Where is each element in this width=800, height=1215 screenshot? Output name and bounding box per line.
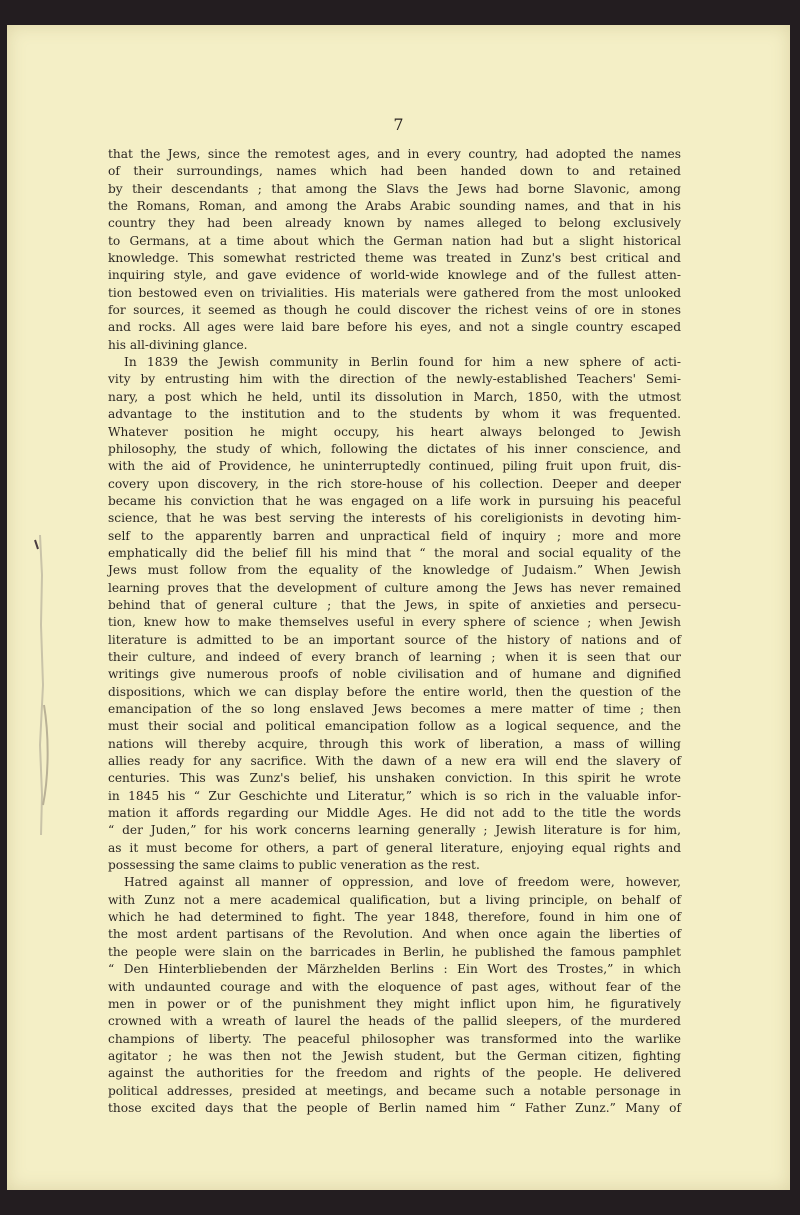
- text-line-content: to Germans, at a time about which the German nation had but a slight historical: [108, 233, 681, 248]
- text-line: [108, 736, 681, 753]
- text-line-content: his all-divining glance.: [108, 337, 248, 352]
- text-line: [108, 458, 681, 475]
- text-line-content: “ der Juden,” for his work concerns learning generally ; Jewish literature is for him,: [108, 823, 681, 838]
- text-line: [108, 406, 681, 423]
- text-line: [108, 580, 681, 597]
- text-line-content: agitator ; he was then not the Jewish student, but the German citizen, fighting: [108, 1048, 681, 1063]
- text-line-content: tion, knew how to make themselves useful in every sphere of science ; when Jewish: [108, 615, 681, 630]
- text-line-content: literature is admitted to be an important source of the history of nations and of: [108, 632, 681, 647]
- text-line: [108, 371, 681, 388]
- text-line: [108, 1065, 681, 1082]
- text-line: [108, 614, 681, 631]
- text-line: [108, 1083, 681, 1100]
- text-line: [108, 649, 681, 666]
- text-line: [108, 285, 681, 302]
- text-line: [108, 146, 681, 163]
- text-line: [108, 892, 681, 909]
- text-line-content: nations will thereby acquire, through this work of liberation, a mass of willing: [108, 736, 681, 751]
- text-line-content: Whatever position he might occupy, his heart always belonged to Jewish: [108, 424, 681, 439]
- text-line-content: tion bestowed even on trivialities. His materials were gathered from the most unlooked: [108, 285, 681, 300]
- text-line: [108, 684, 681, 701]
- text-line-content: as it must become for others, a part of general literature, enjoying equal rights and: [108, 840, 681, 855]
- text-line: [108, 979, 681, 996]
- text-line-content: “ Den Hinterbliebenden der Märzhelden Berlins : Ein Wort des Trostes,” in which: [108, 962, 681, 977]
- text-line: [108, 788, 681, 805]
- text-line: [108, 389, 681, 406]
- text-line-content: champions of liberty. The peaceful philosopher was transformed into the warlike: [108, 1031, 681, 1046]
- text-line: [108, 233, 681, 250]
- book-page: [7, 25, 790, 1190]
- text-line: [108, 632, 681, 649]
- text-line-content: behind that of general culture ; that the Jews, in spite of anxieties and persecu-: [108, 597, 681, 612]
- text-line-content: advantage to the institution and to the students by whom it was frequented.: [108, 407, 681, 422]
- text-line-content: emancipation of the so long enslaved Jews becomes a mere matter of time ; then: [108, 702, 681, 716]
- text-line: [108, 528, 681, 545]
- text-line-content: In 1839 the Jewish community in Berlin found for him a new sphere of acti-: [124, 355, 681, 370]
- text-line-content: inquiring style, and gave evidence of world-wide knowlege and of the fullest atten-: [108, 268, 681, 283]
- text-line-content: country they had been already known by names alleged to belong exclusively: [108, 216, 681, 231]
- text-line-content: which he had determined to fight. The year 1848, therefore, found in him one of: [108, 910, 681, 925]
- text-line-content: science, that he was best serving the interests of his coreligionists in devoting him-: [108, 511, 681, 526]
- text-line: [108, 302, 681, 319]
- text-line-content: for sources, it seemed as though he could discover the richest veins of ore in stones: [108, 303, 681, 318]
- text-line: [108, 597, 681, 614]
- text-line-content: covery upon discovery, in the rich store-house of his collection. Deeper and deeper: [108, 476, 681, 491]
- text-line: [108, 354, 681, 371]
- text-line: [108, 753, 681, 770]
- text-line: [108, 874, 681, 891]
- text-line-content: the most ardent partisans of the Revolution. And when once again the liberties of: [108, 927, 681, 942]
- text-line-content: knowledge. This somewhat restricted theme was treated in Zunz's best critical and: [108, 251, 681, 266]
- body-text: [108, 146, 681, 1117]
- text-line: [108, 718, 681, 735]
- text-line: [108, 701, 681, 718]
- text-line-content: possessing the same claims to public veneration as the rest.: [108, 858, 480, 873]
- text-line: [108, 250, 681, 267]
- text-line: [108, 1100, 681, 1117]
- text-line: [108, 857, 681, 874]
- text-line: [108, 840, 681, 857]
- text-line-content: with the aid of Providence, he uninterruptedly continued, piling fruit upon fruit, dis-: [108, 459, 681, 474]
- text-line: [108, 337, 681, 354]
- text-line-content: and rocks. All ages were laid bare before his eyes, and not a single country escaped: [108, 320, 681, 335]
- text-line: [108, 267, 681, 284]
- page-number: 7: [393, 115, 404, 134]
- text-line-content: men in power or of the punishment they might inflict upon him, he figuratively: [108, 996, 681, 1011]
- text-line-content: political addresses, presided at meetings, and became such a notable personage in: [108, 1083, 681, 1098]
- text-line-content: centuries. This was Zunz's belief, his unshaken conviction. In this spirit he wrote: [108, 771, 681, 786]
- text-line: [108, 909, 681, 926]
- text-line: [108, 805, 681, 822]
- text-line-content: with Zunz not a mere academical qualification, but a living principle, on behalf of: [108, 892, 681, 907]
- text-line: [108, 1031, 681, 1048]
- text-line: [108, 961, 681, 978]
- text-line-content: crowned with a wreath of laurel the heads of the pallid sleepers, of the murdered: [108, 1014, 681, 1029]
- text-line: [108, 424, 681, 441]
- text-line: [108, 493, 681, 510]
- text-line-content: emphatically did the belief fill his mind that “ the moral and social equality of the: [108, 545, 681, 560]
- text-line-content: Jews must follow from the equality of the knowledge of Judaism.” When Jewish: [108, 563, 681, 578]
- text-line-content: the people were slain on the barricades in Berlin, he published the famous pamphlet: [108, 944, 681, 959]
- text-line: [108, 996, 681, 1013]
- text-line-content: writings give numerous proofs of noble civilisation and of humane and dignified: [108, 667, 681, 682]
- text-line-content: vity by entrusting him with the direction of the newly-established Teachers' Semi-: [108, 372, 681, 387]
- text-line: [108, 1013, 681, 1030]
- text-line: [108, 198, 681, 215]
- text-line-content: the Romans, Roman, and among the Arabs Arabic sounding names, and that in his: [108, 199, 681, 214]
- binding-thread: [31, 535, 49, 835]
- text-line: [108, 215, 681, 232]
- text-line: [108, 163, 681, 180]
- text-line-content: against the authorities for the freedom and rights of the people. He delivered: [108, 1066, 681, 1081]
- text-line-content: dispositions, which we can display before the entire world, then the question of the: [108, 684, 681, 699]
- text-line: [108, 926, 681, 943]
- text-line: [108, 476, 681, 493]
- text-line-content: with undaunted courage and with the eloquence of past ages, without fear of the: [108, 979, 681, 994]
- text-line-content: mation it affords regarding our Middle Ages. He did not add to the title the words: [108, 806, 681, 821]
- text-line-content: allies ready for any sacrifice. With the dawn of a new era will end the slavery of: [108, 754, 681, 769]
- text-line-content: their culture, and indeed of every branch of learning ; when it is seen that our: [108, 649, 681, 664]
- text-line-content: nary, a post which he held, until its dissolution in March, 1850, with the utmost: [108, 389, 681, 404]
- text-line: [108, 441, 681, 458]
- text-line: [108, 770, 681, 787]
- text-line: [108, 181, 681, 198]
- text-line-content: Hatred against all manner of oppression, and love of freedom were, however,: [124, 875, 681, 890]
- text-line: [108, 822, 681, 839]
- text-line: [108, 510, 681, 527]
- text-line-content: philosophy, the study of which, following the dictates of his inner conscience, and: [108, 441, 681, 456]
- text-line: [108, 666, 681, 683]
- text-line: [108, 944, 681, 961]
- text-line-content: in 1845 his “ Zur Geschichte und Literatur,” which is so rich in the valuable infor-: [108, 788, 681, 803]
- text-line-content: by their descendants ; that among the Slavs the Jews had borne Slavonic, among: [108, 181, 681, 196]
- text-line-content: became his conviction that he was engaged on a life work in pursuing his peaceful: [108, 493, 681, 508]
- text-line-content: that the Jews, since the remotest ages, and in every country, had adopted the names: [108, 147, 681, 161]
- text-line-content: of their surroundings, names which had been handed down to and retained: [108, 164, 681, 179]
- text-line-content: self to the apparently barren and unpractical field of inquiry ; more and more: [108, 528, 681, 543]
- text-line: [108, 1048, 681, 1065]
- text-line: [108, 562, 681, 579]
- text-line-content: learning proves that the development of culture among the Jews has never remained: [108, 580, 681, 595]
- text-line-content: those excited days that the people of Berlin named him “ Father Zunz.” Many of: [108, 1100, 681, 1115]
- text-line: [108, 545, 681, 562]
- text-line-content: must their social and political emancipation follow as a logical sequence, and the: [108, 719, 681, 734]
- text-line: [108, 319, 681, 336]
